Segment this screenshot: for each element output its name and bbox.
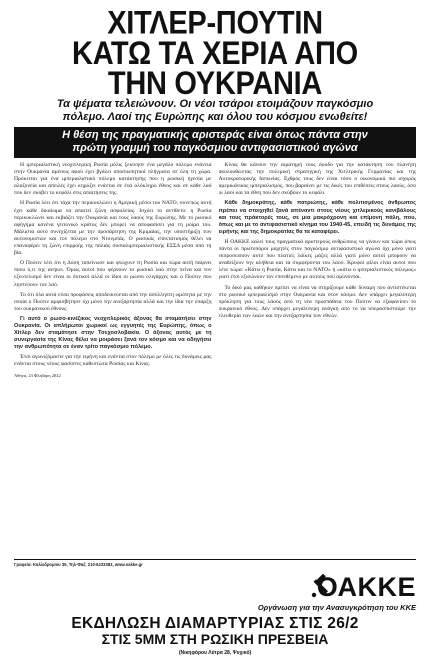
right-column bbox=[219, 162, 417, 557]
subtitle-line-1: Τα ψέματα τελειώνουν. Οι νέοι τσάροι ετοιμάζουν παγκόσμιο bbox=[56, 98, 374, 110]
headline-line-1: ΧΙΤΛΕΡ-ΠΟΥΤΙΝ bbox=[107, 5, 323, 42]
left-paragraph-1: Η ιμπεριαλιστική νεοχιτλερική Ρωσία μόλις ξεκίνησε ένα μεγάλο πόλεμο ενάντια στην Ουκρανία αμέσως αφού έχει βγάλει αποσιωπητικά πλήγματα σε όλη τη χώρα. Πρόκειται για ένα ιμπεριαλιστικό πόλεμο κατάκτησης που η ρωσική ηγεσία με αλαζονεία και απειλές έχει κηρύξει ενάντια σε ένα ολόκληρο έθνος και σε κάθε λαό που δεν σκύβει το κεφάλι στις απαιτήσεις της. bbox=[14, 162, 212, 197]
left-paragraph-5: Γι αυτό ο ρωσο-κινέζικος νεοχιτλερικός άξονας θα σταματήσει στην Ουκρανία. Οι απλήρωτοι χωρικοί ως εγγυητές της Ευρώπης, όπως ο Χίτλερ δεν σταμάτησε στην Τσεχοσλοβακία. Ο άξονας αυτός με τη συνεργασία της Κίνας θέλει να μοιράσει ξανά τον κόσμο και να οδηγήσει την ανθρωπότητα σε έναν τρίτο παγκόσμιο πόλεμο. bbox=[14, 315, 212, 351]
headline-line-3: ΤΗΝ ΟΥΚΡΑΝΙΑ bbox=[107, 66, 323, 102]
headline bbox=[14, 5, 416, 102]
subtitle-line-2: πόλεμο. Λαοί της Ευρώπης και όλου του κόσμου ενωθείτε! bbox=[62, 111, 368, 123]
party-full-name: Οργάνωση για την Ανασυγκρότηση του ΚΚΕ bbox=[257, 603, 416, 612]
event-line-2: ΣΤΙΣ 5ΜΜ ΣΤΗ ΡΩΣΙΚΗ ΠΡΕΣΒΕΙΑ bbox=[101, 631, 329, 647]
left-paragraph-6: Έτσι αγωνιζόμαστε για την ειρήνη και ενάντια στον πόλεμο με όλες τις δυνάμεις μας ενάντια στους νέους φασίστες καθεστώτα Ρωσίας και Κίνας. bbox=[14, 354, 212, 368]
article-body bbox=[14, 162, 416, 557]
divider bbox=[14, 559, 416, 560]
banner-line-1: Η θέση της πραγματικής αριστεράς είναι όπως πάντα στην bbox=[62, 129, 368, 141]
event-line-1: ΕΚΔΗΛΩΣΗ ΔΙΑΜΑΡΤΥΡΙΑΣ ΣΤΙΣ 26/2 bbox=[71, 615, 359, 632]
party-signature bbox=[14, 569, 416, 613]
contact-line: Γραφεία: Καλλιδρομίου 35, Τηλ-Φαξ: 210-6233383, www.oakke.gr bbox=[14, 562, 143, 567]
event-address: (Νικηφόρου Λύτρα 28, Ψυχικό) bbox=[178, 650, 252, 656]
event-announcement bbox=[14, 616, 416, 647]
right-paragraph-3: Η ΟΑΚΚΕ καλεί τους πραγματικά αριστερούς ανθρώπους να γίνουν και τώρα όπως πάντα οι πρωτοπόροι μαχητές στον παγκόσμιο αντιφασιστικό αγώνα όχι μόνο γιατί εκπροσωπούν αυτό που πλατιές λαϊκές μάζες αλλά γιατί μόνο αυτοί μπορούν να αναδείξουν την αλήθεια και τα συμφέροντα του λαού. Κρυφοί φίλοι είναι αυτοί που λένε τώρα: «Κάτω η Ρωσία, Κάτω και το ΝΑΤΟ» ή «κάτω ο ιμπεριαλιστικός πόλεμος» γιατί έτσι εξισώνουν τον επιτιθέμενο με αυτούς που αμύνονται. bbox=[218, 238, 416, 281]
headline-line-2: ΚΑΤΩ ΤΑ ΧΕΡΙΑ ΑΠΟ bbox=[72, 35, 358, 72]
position-banner bbox=[14, 127, 416, 158]
party-name: ΟΑΚΚΕ bbox=[316, 572, 416, 602]
left-paragraph-4: Το ότι όλα αυτά είναι προφάσεις αποδεικνύεται από την ασύλληπτη ωμότητα με την οποία ο Πούτιν αμφισβήτησε όχι μόνο την ανεξαρτησία αλλά και την ίδια την ύπαρξη του ουκρανικού έθνους. bbox=[14, 291, 212, 312]
right-paragraph-4: Το δικό μας καθήκον πρέπει να είναι να στηρίξουμε κάθε δύναμη που αντιστέκεται στο ρωσικό ιμπεριαλισμό στην Ουκρανία και στον κόσμο. Δεν υπάρχει μεγαλύτερη πρόκληση για τους λαούς από τη νέα προσπάθεια του Πούτιν να εξαφανίσει το ουκρανικό έθνος. Δεν υπάρχει μεγαλύτερη ανάγκη από το να υπερασπιστούμε την ελευθερία των λαών και την ανεξαρτησία των εθνών. bbox=[218, 284, 416, 319]
date-line: Αθήνα, 23 Φλεβάρη 2022 bbox=[14, 372, 61, 378]
banner-line-2: πρώτη γραμμή του παγκόσμιου αντιφασιστικού αγώνα bbox=[72, 142, 358, 154]
poster bbox=[14, 5, 416, 656]
right-paragraph-1: Κίνας θα κάνουν την αιματηρή τους έφοδο για την κατάκτηση του πλανήτη ακολουθώντας την πολεμική στρατηγική της Χιτλερικής Γερμανίας και της Αυτοκρατορικής Ιαπωνίας. Εχθρός τους δεν είναι τόσο ο οικονομικά πιο ισχυρός αμερικάνικος ιμπεριαλισμός, που βαραίνει με τις δικές του επιθέσεις στους λαούς, όσο οι λαοί και τα έθνη που δεν σκύβουν το κεφάλι. bbox=[218, 162, 416, 197]
left-paragraph-3: Ο Πούτιν λέει ότι η Δύση ταπείνωσε και φτώχυνε τη Ρωσία και τώρα αυτή παίρνει πίσω ό,τι της ανήκει. Όμως αυτοί που φέρνουν το ρωσικό λαό στην πείνα και τον εξευτελισμό δεν είναι οι δυτικοί αλλά οι ίδιοι οι ρώσοι ολιγάρχες και ο Πούτιν που ληστεύουν τον λαό. bbox=[14, 260, 212, 288]
left-column bbox=[14, 162, 212, 557]
right-paragraph-2: Κάθε δημοκράτης, κάθε πατριώτης, κάθε πολιτισμένος άνθρωπος πρέπει να στοιχηθεί ξανά απέναντι στους νέους χιτλερικούς κανιβάλους και τους πράκτορές τους, σε μια μακρόχρονη και επίμονη πάλη, που, όπως και με το αντιφασιστικό κίνημα του 1940-45, επειδή τις δυνάμεις της ειρήνης και της δημοκρατίας θα τα καταφέρει. bbox=[218, 200, 416, 235]
left-paragraph-2: Η Ρωσία λέει ότι τάχα την περικυκλώνει η Αμερική μέσω του ΝΑΤΟ, συνεπώς αυτή έχει κάθε δικαίωμα να απαιτεί ζώνη ασφαλείας. Ισχύει το αντίθετο: η Ρωσία περικυκλώνει και εκβιάζει την Ουκρανία και τους λαούς της Ευρώπης. Με το ρωσικό αφήγημα κανένα γειτονικό κράτος δεν μπορεί να αποφασίσει για τη μοίρα του. Μάλιστα αυτό συνεχίζεται με την προσάρτηση της Κριμαίας, την υποστήριξη των αυτονομιστών και τον πόλεμο στο Ντονμπάς. Ο ρωσικός επεκτατισμός θέλει να επαναφέρει τη ζώνη επιρροής της παλιάς σοσιαλιμπεριαλιστικής ΕΣΣΔ μέσα από τη βία. bbox=[14, 200, 212, 257]
